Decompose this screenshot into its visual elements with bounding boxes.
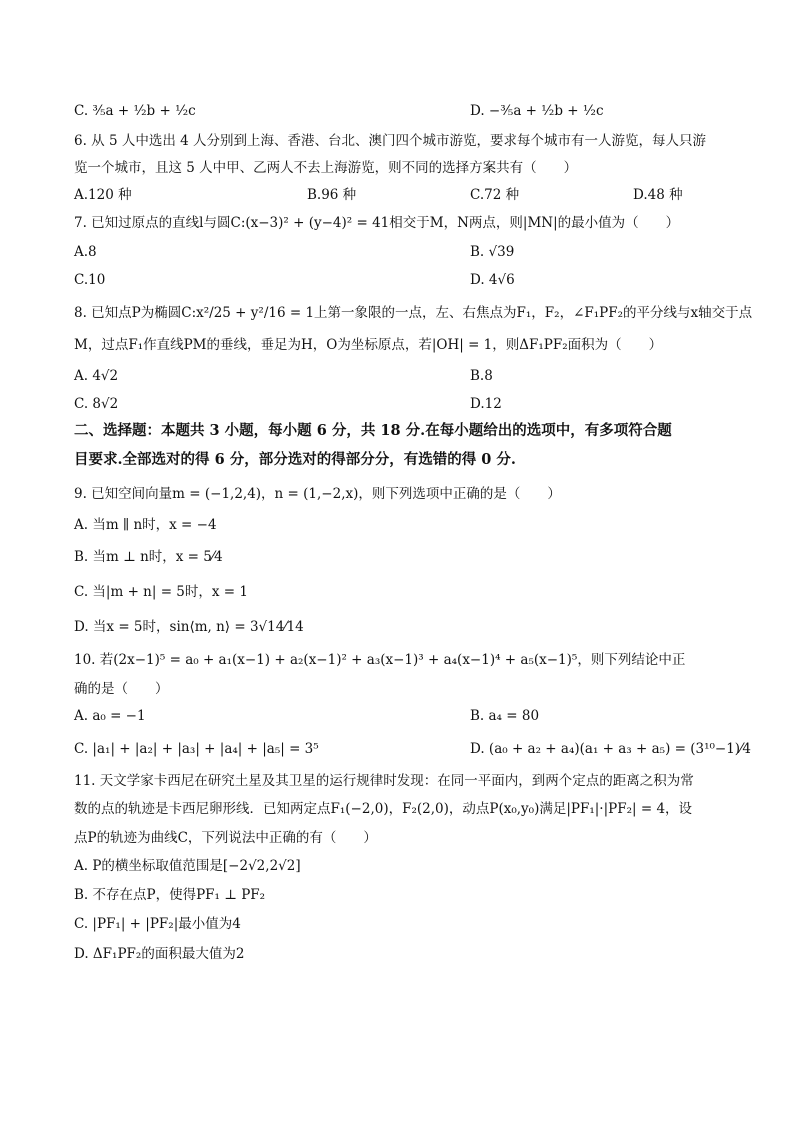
q10-options-ab: [74, 706, 540, 726]
q11-option-c: C. |PF₁| + |PF₂|最小值为4: [74, 916, 241, 932]
q9-option-b: B. 当m ⊥ n时，x = 5⁄4: [74, 549, 223, 565]
section2-heading-line1: 二、选择题：本题共 3 小题，每小题 6 分，共 18 分.在每小题给出的选项中，有多项符合题: [74, 422, 672, 439]
q6-option-d: D.48 种: [633, 187, 683, 203]
q5-option-c: C. ³⁄₅a + ¹⁄₂b + ¹⁄₂c D. −³⁄₅a + ¹⁄₂b + ¹⁄₂c: [74, 103, 604, 119]
q8-options-cd: [74, 394, 502, 414]
q8-stem-line2: M，过点F₁作直线PM的垂线，垂足为H，O为坐标原点，若|OH| = 1，则ΔF₁PF₂面积为（ ）: [74, 337, 663, 353]
q10-stem-line1: 10. 若(2x−1)⁵ = a₀ + a₁(x−1) + a₂(x−1)² + a₃(x−1)³ + a₄(x−1)⁴ + a₅(x−1)⁵，则下列结论中正: [74, 652, 686, 668]
q7-option-c: C.10: [74, 272, 106, 288]
q11-option-a: A. P的横坐标取值范围是[−2√2,2√2]: [74, 858, 301, 874]
q10-option-a: A. a₀ = −1: [74, 708, 146, 724]
q11-option-b: B. 不存在点P，使得PF₁ ⊥ PF₂: [74, 887, 266, 903]
q7-options-ab: [74, 242, 515, 262]
q7-options-cd: [74, 270, 515, 290]
q6-option-a: A.120 种: [74, 187, 132, 203]
q7-option-d: D. 4√6: [470, 272, 515, 288]
q11-stem-line3: 点P的轨迹为曲线C，下列说法中正确的有（ ）: [74, 830, 377, 846]
q11-stem-line2: 数的点的轨迹是卡西尼卵形线．已知两定点F₁(−2,0)，F₂(2,0)，动点P(x₀,y₀)满足|PF₁|·|PF₂| = 4，设: [74, 801, 693, 817]
q6-options: [74, 185, 683, 205]
q9-option-c: C. 当|m + n| = 5时，x = 1: [74, 584, 248, 600]
q8-option-c: C. 8√2: [74, 396, 119, 412]
q6-stem-line2: 览一个城市，且这 5 人中甲、乙两人不去上海游览，则不同的选择方案共有（ ）: [74, 160, 578, 176]
q11-option-d: D. ΔF₁PF₂的面积最大值为2: [74, 946, 245, 962]
q5-option-d: D. −³⁄₅a + ¹⁄₂b + ¹⁄₂c: [470, 103, 604, 119]
q7-stem: 7. 已知过原点的直线l与圆C:(x−3)² + (y−4)² = 41相交于M，N两点，则|MN|的最小值为（ ）: [74, 215, 680, 231]
q10-option-c: C. |a₁| + |a₂| + |a₃| + |a₄| + |a₅| = 3⁵: [74, 741, 319, 757]
q10-option-b: B. a₄ = 80: [470, 708, 540, 724]
q8-stem-line1: 8. 已知点P为椭圆C:x²/25 + y²/16 = 1上第一象限的一点，左、右焦点为F₁，F₂，∠F₁PF₂的平分线与x轴交于点: [74, 305, 753, 321]
q8-options-ab: [74, 366, 493, 386]
q9-stem: 9. 已知空间向量m = (−1,2,4)，n = (1,−2,x)，则下列选项中正确的是（ ）: [74, 486, 561, 502]
q6-option-b: B.96 种: [307, 187, 357, 203]
section2-heading-line2: 目要求.全部选对的得 6 分，部分选对的得部分分，有选错的得 0 分.: [74, 451, 516, 468]
q6-stem-line1: 6. 从 5 人中选出 4 人分别到上海、香港、台北、澳门四个城市游览，要求每个城市有一人游览，每人只游: [74, 133, 707, 149]
q7-option-b: B. √39: [470, 244, 515, 260]
q8-option-d: D.12: [470, 396, 502, 412]
q9-option-d: D. 当x = 5时，sin⟨m, n⟩ = 3√14⁄14: [74, 619, 304, 635]
q6-option-c: C.72 种: [470, 187, 520, 203]
q8-option-a: A. 4√2: [74, 368, 119, 384]
q10-option-d: D. (a₀ + a₂ + a₄)(a₁ + a₃ + a₅) = (3¹⁰−1)⁄4: [470, 741, 751, 757]
q9-option-a: A. 当m ∥ n时，x = −4: [74, 517, 217, 533]
q7-option-a: A.8: [74, 244, 97, 260]
q11-stem-line1: 11. 天文学家卡西尼在研究土星及其卫星的运行规律时发现：在同一平面内，到两个定点的距离之积为常: [74, 773, 694, 789]
q8-option-b: B.8: [470, 368, 493, 384]
q10-stem-line2: 确的是（ ）: [74, 681, 169, 697]
q10-options-cd: [74, 739, 751, 759]
